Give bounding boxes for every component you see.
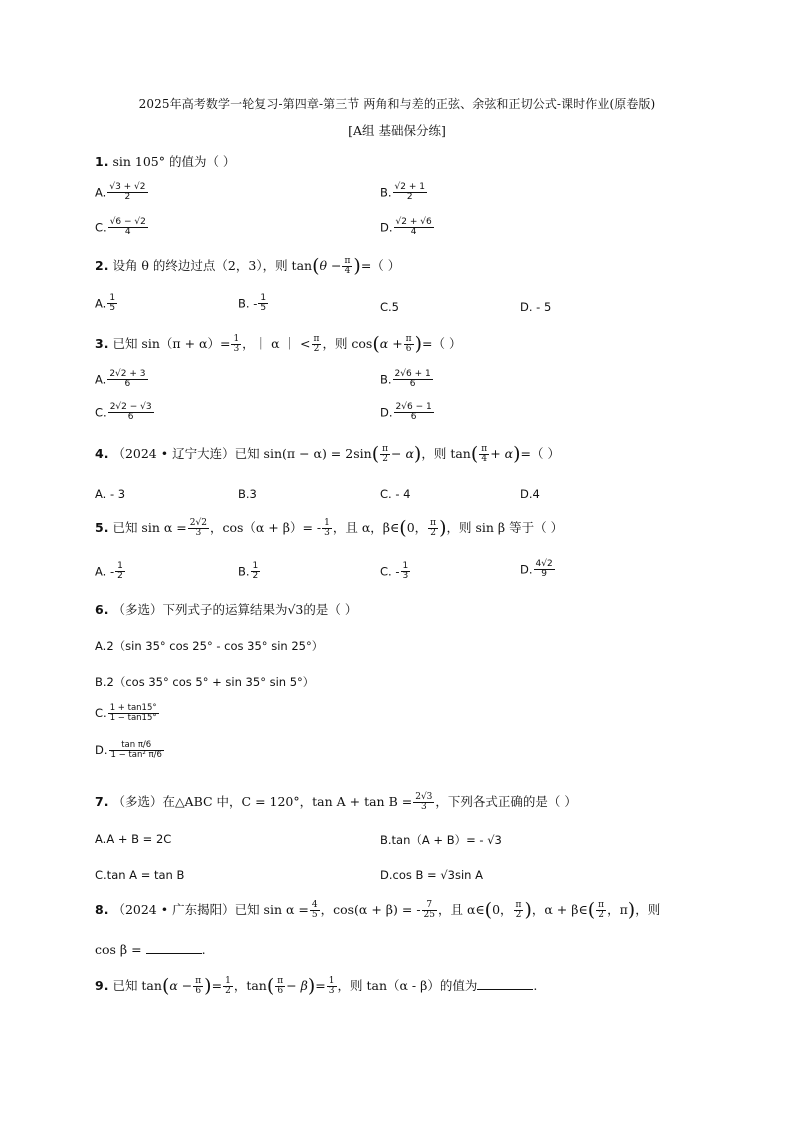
right-paren: ) — [513, 443, 521, 465]
option-label: B. — [380, 372, 392, 387]
fraction-numerator: 4 — [311, 899, 318, 910]
question-stem: （多选）在△ABC 中，C = 120°，tan A + tan B = — [112, 794, 413, 809]
question-stem: ，α + β∈ — [531, 902, 588, 917]
fraction — [107, 294, 117, 314]
fraction-denominator: 1 − tan² π/6 — [110, 749, 162, 760]
question-stem: （多选）下列式子的运算结果为√3的是（ ） — [112, 602, 358, 617]
fraction-numerator: π — [598, 899, 605, 910]
fraction-denominator: 6 — [409, 379, 416, 390]
fraction — [342, 257, 352, 277]
fraction-denominator: 6 — [405, 344, 412, 354]
question-stem-end: . — [533, 978, 538, 993]
question-stem: （2024 • 广东揭阳）已知 sin α = — [112, 902, 309, 917]
expression: 0， — [406, 520, 428, 535]
left-paren: ( — [161, 975, 170, 997]
expression: 0， — [492, 902, 513, 917]
fraction-numerator: 1 — [260, 293, 267, 303]
fraction-denominator: 2 — [225, 986, 231, 996]
fraction — [188, 519, 209, 539]
expression: ，π — [607, 902, 628, 917]
fraction — [310, 901, 320, 921]
fraction — [422, 901, 437, 921]
question-stem: ，cos(α + β) = - — [320, 902, 421, 917]
fraction — [258, 294, 268, 314]
left-paren: ( — [470, 443, 479, 465]
fraction-numerator: √6 − √2 — [109, 217, 146, 227]
fraction-denominator: 6 — [277, 986, 284, 996]
option-c: C.tan A = tan B — [95, 868, 185, 882]
fraction — [401, 562, 411, 582]
option-a: A.A + B = 2C — [95, 832, 172, 846]
question-8 — [95, 900, 660, 920]
question-number: 2. — [95, 258, 109, 273]
option-label: B. - — [238, 296, 258, 311]
question-stem: = — [315, 978, 326, 993]
left-paren: ( — [484, 899, 493, 921]
fraction-denominator: 4 — [124, 227, 131, 238]
question-4 — [95, 444, 560, 464]
left-paren: ( — [312, 255, 320, 277]
fraction-denominator: 9 — [541, 569, 547, 580]
option-label: A. — [95, 296, 107, 311]
option-d: D.cos B = √3sin A — [380, 868, 483, 882]
option-a: A. - 3 — [95, 487, 126, 501]
fraction-denominator: 4 — [410, 227, 417, 238]
option-c — [95, 218, 149, 238]
question-5 — [95, 518, 563, 538]
question-8-line-2 — [95, 942, 206, 957]
option-b — [238, 562, 261, 582]
fraction-numerator: √3 + √2 — [109, 182, 146, 192]
fraction-denominator: 6 — [195, 986, 202, 996]
option-c: C.5 — [380, 300, 400, 314]
fraction-numerator: π — [277, 975, 284, 986]
fraction-numerator: π — [405, 333, 412, 344]
option-label: C. — [95, 705, 107, 720]
fraction-numerator: 1 — [328, 975, 335, 986]
question-stem: （2024 • 辽宁大连）已知 sin(π − α) = 2sin — [112, 446, 372, 461]
right-paren: ) — [353, 255, 361, 277]
question-stem: 已知 tan — [112, 978, 162, 993]
question-stem: 设角 θ 的终边过点（2，3），则 tan — [112, 258, 313, 273]
fraction-denominator: 3 — [420, 802, 427, 812]
option-b — [238, 294, 269, 314]
question-9 — [95, 976, 537, 996]
question-stem: ，tan — [233, 978, 267, 993]
question-stem: cos β = — [95, 942, 142, 957]
question-stem-end: =（ ） — [422, 336, 462, 351]
option-label: D. — [520, 562, 533, 577]
option-label: B. — [380, 185, 392, 200]
option-label: A. — [95, 372, 107, 387]
option-label: A. — [95, 185, 107, 200]
question-stem-end: ，则 — [635, 902, 661, 917]
fraction-denominator: 2 — [252, 571, 259, 582]
right-paren: ) — [414, 333, 423, 355]
option-a — [95, 370, 149, 390]
fraction — [251, 562, 261, 582]
question-number: 6. — [95, 602, 109, 617]
option-b — [380, 183, 428, 203]
option-d — [380, 403, 435, 423]
question-stem-end: ，下列各式正确的是（ ） — [435, 794, 577, 809]
question-6 — [95, 600, 357, 618]
fraction-numerator: 1 — [402, 561, 409, 571]
fraction-numerator: √2 + √6 — [395, 217, 432, 227]
option-label: C. — [95, 405, 107, 420]
fraction — [413, 793, 434, 813]
fraction — [596, 901, 606, 921]
option-a — [95, 562, 126, 582]
fraction — [393, 183, 427, 203]
fraction — [108, 218, 148, 238]
fraction-denominator: 2 — [515, 910, 522, 920]
fraction-denominator: 5 — [260, 303, 267, 314]
fraction-numerator: 1 — [233, 333, 240, 344]
fraction-numerator: π — [313, 333, 320, 344]
fraction-numerator: π — [430, 517, 437, 528]
fraction-numerator: 1 — [109, 293, 116, 303]
fraction — [275, 977, 285, 997]
question-stem: ，｜ α ｜ < — [242, 336, 311, 351]
fraction-denominator: 4 — [481, 454, 488, 464]
fraction-denominator: 1 − tan15° — [109, 712, 157, 723]
option-c — [95, 704, 160, 723]
question-stem: = — [211, 978, 223, 993]
fraction-denominator: 2 — [124, 192, 131, 203]
fraction-denominator: 3 — [195, 528, 202, 538]
option-d — [520, 560, 556, 580]
fraction-numerator: 7 — [422, 901, 437, 911]
expression: α − — [169, 978, 193, 993]
question-number: 5. — [95, 520, 109, 535]
option-b — [380, 370, 434, 390]
expression: + α — [490, 446, 514, 461]
question-stem: ，则 tan — [421, 446, 471, 461]
fraction-denominator: 3 — [324, 528, 330, 538]
fraction — [394, 403, 434, 423]
fraction — [109, 741, 164, 760]
fraction — [404, 335, 414, 355]
fraction-numerator: 2√6 − 1 — [395, 402, 432, 412]
fraction-denominator: 3 — [328, 986, 335, 996]
question-stem-end: =（ ） — [520, 446, 560, 461]
fraction-numerator: π — [515, 899, 522, 910]
fraction-numerator: 2√6 + 1 — [394, 369, 431, 379]
question-stem-end: . — [201, 942, 206, 957]
fraction-denominator: 5 — [311, 910, 318, 920]
fraction-denominator: 2 — [406, 192, 413, 203]
fraction — [231, 335, 241, 355]
fraction — [108, 704, 159, 723]
fraction — [108, 403, 154, 423]
question-3 — [95, 334, 461, 354]
question-stem-end: =（ ） — [360, 258, 401, 273]
fraction — [428, 519, 438, 539]
fraction — [394, 218, 434, 238]
right-paren: ) — [204, 975, 212, 997]
question-stem: sin 105° 的值为（ ） — [112, 154, 236, 169]
option-d: D. - 5 — [520, 300, 552, 314]
option-label: D. — [380, 220, 393, 235]
question-stem: ，且 α∈ — [438, 902, 485, 917]
expression: θ − — [319, 258, 342, 273]
fraction-numerator: 1 — [324, 517, 330, 528]
question-stem: ，且 α，β∈ — [332, 520, 400, 535]
fraction-denominator: 2 — [313, 344, 320, 354]
option-label: B. — [238, 564, 250, 579]
question-stem: ，则 cos — [322, 336, 373, 351]
fraction — [107, 370, 147, 390]
fraction-numerator: π — [195, 975, 202, 986]
question-1 — [95, 152, 235, 170]
option-d — [380, 218, 435, 238]
fraction — [107, 183, 147, 203]
right-paren: ) — [413, 443, 422, 465]
question-stem: 已知 sin α = — [112, 520, 187, 535]
right-paren: ) — [307, 975, 316, 997]
fraction — [115, 562, 125, 582]
fraction-denominator: 6 — [124, 379, 131, 390]
fraction-numerator: tan π/6 — [109, 741, 164, 751]
answer-blank[interactable] — [146, 943, 202, 954]
fraction — [393, 370, 433, 390]
fraction-denominator: 5 — [109, 303, 116, 314]
left-paren: ( — [371, 443, 380, 465]
question-stem: ，cos（α + β）= - — [209, 520, 322, 535]
fraction-numerator: 4√2 — [535, 559, 553, 569]
fraction-numerator: π — [481, 443, 488, 454]
fraction-denominator: 2 — [598, 910, 604, 920]
option-label: C. — [95, 220, 107, 235]
fraction — [312, 335, 322, 355]
option-label: D. — [95, 742, 108, 757]
question-number: 8. — [95, 902, 109, 917]
fraction-numerator: 1 — [225, 975, 231, 986]
option-c — [95, 403, 155, 423]
question-stem: 已知 sin（π + α）= — [112, 336, 231, 351]
left-paren: ( — [399, 517, 407, 539]
fraction-numerator: 2√3 — [415, 791, 433, 802]
fraction-denominator: 25 — [423, 910, 435, 920]
fraction — [534, 560, 555, 580]
option-a: A.2（sin 35° cos 25° - cos 35° sin 25°） — [95, 639, 324, 653]
question-number: 7. — [95, 794, 109, 809]
right-paren: ) — [524, 899, 532, 921]
fraction-numerator: 2√2 − √3 — [109, 402, 152, 412]
fraction-denominator: 2 — [430, 528, 436, 538]
option-b: B.2（cos 35° cos 5° + sin 35° sin 5°） — [95, 675, 315, 689]
option-label: C. - — [380, 564, 400, 579]
option-label: A. - — [95, 564, 115, 579]
answer-blank[interactable] — [477, 979, 533, 990]
question-7 — [95, 792, 577, 812]
fraction-denominator: 2 — [117, 571, 123, 582]
fraction — [380, 445, 390, 465]
fraction-numerator: √2 + 1 — [394, 182, 425, 192]
option-b: B.tan（A + B）= - √3 — [380, 833, 502, 847]
fraction — [193, 977, 203, 997]
question-stem: ，则 tan（α - β）的值为 — [337, 978, 478, 993]
left-paren: ( — [587, 899, 596, 921]
option-d — [95, 741, 165, 760]
fraction — [479, 445, 489, 465]
option-c: C. - 4 — [380, 487, 411, 501]
fraction — [514, 901, 524, 921]
fraction-denominator: 2 — [382, 454, 388, 464]
option-a — [95, 294, 118, 314]
fraction-numerator: 1 — [252, 561, 259, 571]
question-number: 9. — [95, 978, 109, 993]
option-a — [95, 183, 149, 203]
option-label: D. — [380, 405, 393, 420]
fraction-numerator: 2√2 — [189, 517, 207, 528]
fraction-denominator: 3 — [233, 344, 240, 354]
question-number: 4. — [95, 446, 109, 461]
page-title: 2025年高考数学一轮复习-第四章-第三节 两角和与差的正弦、余弦和正切公式-课时作业(原卷版) — [138, 97, 656, 111]
right-paren: ) — [627, 899, 636, 921]
expression: α + — [379, 336, 403, 351]
fraction-denominator: 6 — [410, 412, 417, 423]
fraction-denominator: 4 — [344, 266, 351, 276]
fraction-numerator: π — [382, 443, 389, 454]
fraction-numerator: 2√2 + 3 — [109, 369, 146, 379]
fraction-numerator: 1 + tan15° — [109, 703, 157, 713]
question-number: 3. — [95, 336, 109, 351]
fraction-denominator: 6 — [127, 412, 134, 423]
expression: − α — [391, 446, 414, 461]
fraction-denominator: 3 — [402, 571, 409, 582]
fraction — [322, 519, 332, 539]
left-paren: ( — [266, 975, 275, 997]
fraction — [327, 977, 337, 997]
question-number: 1. — [95, 154, 109, 169]
option-b: B.3 — [238, 487, 257, 501]
section-subtitle: [A组 基础保分练] — [348, 123, 446, 138]
right-paren: ) — [439, 517, 447, 539]
left-paren: ( — [372, 333, 380, 355]
option-d: D.4 — [520, 487, 540, 501]
option-c — [380, 562, 411, 582]
fraction-numerator: π — [344, 255, 351, 266]
expression: − β — [286, 978, 308, 993]
fraction-numerator: 1 — [117, 561, 123, 571]
question-2 — [95, 256, 400, 276]
fraction — [223, 977, 233, 997]
question-stem-end: ，则 sin β 等于（ ） — [446, 520, 564, 535]
